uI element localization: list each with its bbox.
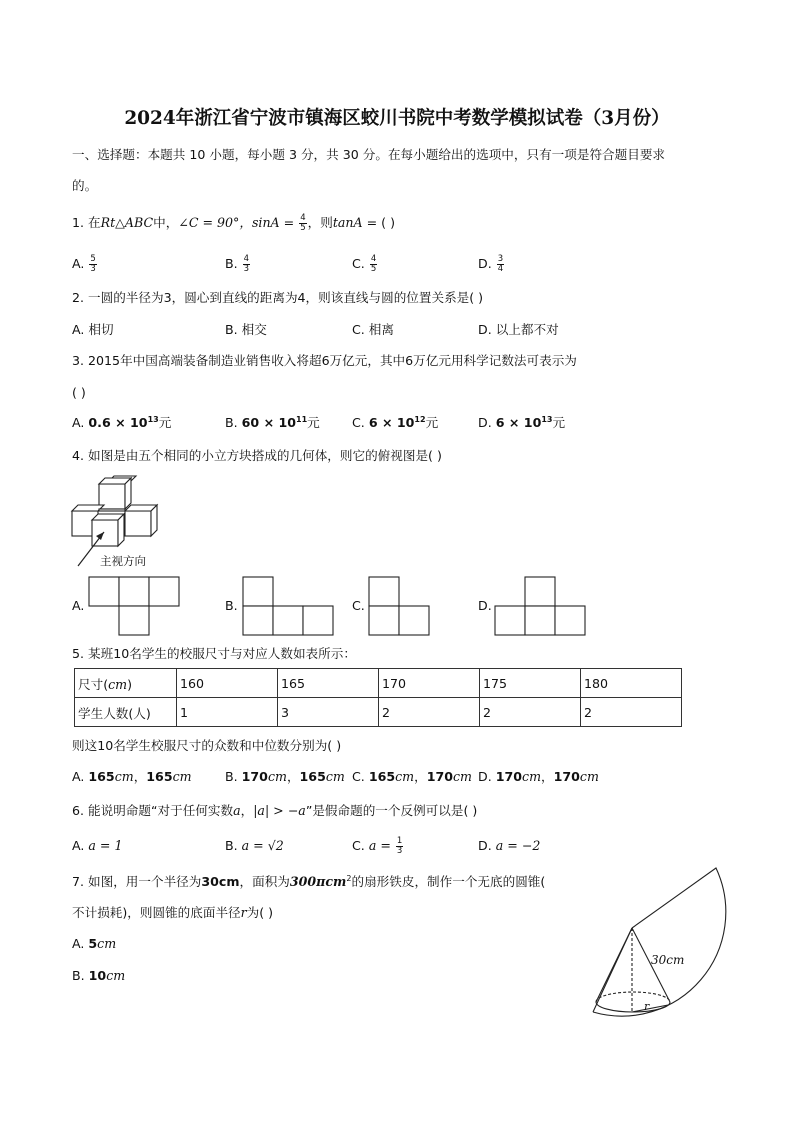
table-cell: 170 [379,669,480,698]
table-cell: 2 [480,698,581,727]
q1-option-b[interactable]: B. $\frac{4}{3}$ [225,254,250,274]
table-cell: 3 [278,698,379,727]
section-instructions: 一、选择题：本题共 10 小题，每小题 3 分，共 30 分。在每小题给出的选项中，只有一项是符合题目要求 [72,147,666,162]
page-title: 2024年浙江省宁波市镇海区蛟川书院中考数学模拟试卷（3月份） [124,108,670,129]
q2-option-d[interactable]: D. 以上都不对 [478,322,559,337]
question-2-stem: 2. 一圆的半径为3，圆心到直线的距离为4，则该直线与圆的位置关系是( ) [72,290,484,305]
q7-option-b[interactable]: B. 10cm [72,968,126,983]
table-row [75,698,682,727]
table-header-cell: 尺寸(cm) [75,669,177,698]
question-1-stem: 1. 在Rt△ABC中，∠C = 90°，sinA = $\frac{4}{5}$ ，则tanA = ( ) [72,213,395,233]
q1-option-c[interactable]: C. $\frac{4}{5}$ [352,254,377,274]
figure-label-30cm: 30cm [651,953,685,967]
q5-option-c[interactable]: C. 165cm，170cm [352,769,472,784]
table-cell: 175 [480,669,581,698]
q1-option-a[interactable]: A. $\frac{5}{3}$ [72,254,96,274]
q4-option-b-figure [242,576,334,636]
table-cell: 180 [581,669,682,698]
table-cell: 160 [177,669,278,698]
figure-label-r: r [644,1000,650,1013]
q5-option-a[interactable]: A. 165cm，165cm [72,769,192,784]
size-table [74,668,682,727]
question-7-stem-cont: 不计损耗)，则圆锥的底面半径r为( ) [72,905,274,920]
q5-option-b[interactable]: B. 170cm，165cm [225,769,345,784]
q2-option-a[interactable]: A. 相切 [72,322,114,337]
q4-option-a-figure [88,576,180,636]
question-7-stem: 7. 如图，用一个半径为30cm，面积为300πcm$^2$的扇形铁皮，制作一个无底的圆锥( [72,873,546,889]
q6-option-a[interactable]: A. a = 1 [72,838,123,853]
question-5-stem: 5. 某班10名学生的校服尺寸与对应人数如表所示： [72,646,356,661]
table-header-cell: 学生人数(人) [75,698,177,727]
table-cell: 165 [278,669,379,698]
table-cell: 1 [177,698,278,727]
q2-option-c[interactable]: C. 相离 [352,322,394,337]
q5-option-d[interactable]: D. 170cm，170cm [478,769,599,784]
q1-option-d[interactable]: D. $\frac{3}{4}$ [478,254,504,274]
table-cell: 2 [581,698,682,727]
q4-option-d-figure [494,576,586,636]
table-row [75,669,682,698]
q6-option-b[interactable]: B. a = √2 [225,838,284,853]
q4-option-a[interactable]: A. [72,598,85,613]
question-4-stem: 4. 如图是由五个相同的小立方块搭成的几何体，则它的俯视图是( ) [72,448,442,463]
q3-option-d[interactable]: D. $6 \times 10^{13}$元 [478,414,566,430]
q6-option-d[interactable]: D. a = −2 [478,838,541,853]
q6-option-c[interactable]: C. a = $\frac{1}{3}$ [352,836,403,856]
q4-option-c[interactable]: C. [352,598,365,613]
question-6-stem: 6. 能说明命题“对于任何实数a，|a| > −a”是假命题的一个反例可以是( ) [72,803,478,818]
q3-option-c[interactable]: C. $6 \times 10^{12}$元 [352,414,439,430]
section-instructions-end: 的。 [72,178,98,193]
table-cell: 2 [379,698,480,727]
q3-option-a[interactable]: A. $0.6 \times 10^{13}$元 [72,414,172,430]
question-5-question: 则这10名学生校服尺寸的众数和中位数分别为( ) [72,738,342,753]
fraction: $\frac{4}{5}$ [300,213,306,233]
q2-option-b[interactable]: B. 相交 [225,322,267,337]
q4-option-c-figure [368,576,430,636]
q4-option-b[interactable]: B. [225,598,238,613]
view-direction-label: 主视方向 [100,554,146,568]
question-3-paren: ( ) [72,385,86,400]
q7-option-a[interactable]: A. 5cm [72,936,117,951]
q4-option-d[interactable]: D. [478,598,492,613]
question-3-stem: 3. 2015年中国高端装备制造业销售收入将超6万亿元，其中6万亿元用科学记数法可表示为 [72,353,577,368]
q3-option-b[interactable]: B. $60 \times 10^{11}$元 [225,414,320,430]
